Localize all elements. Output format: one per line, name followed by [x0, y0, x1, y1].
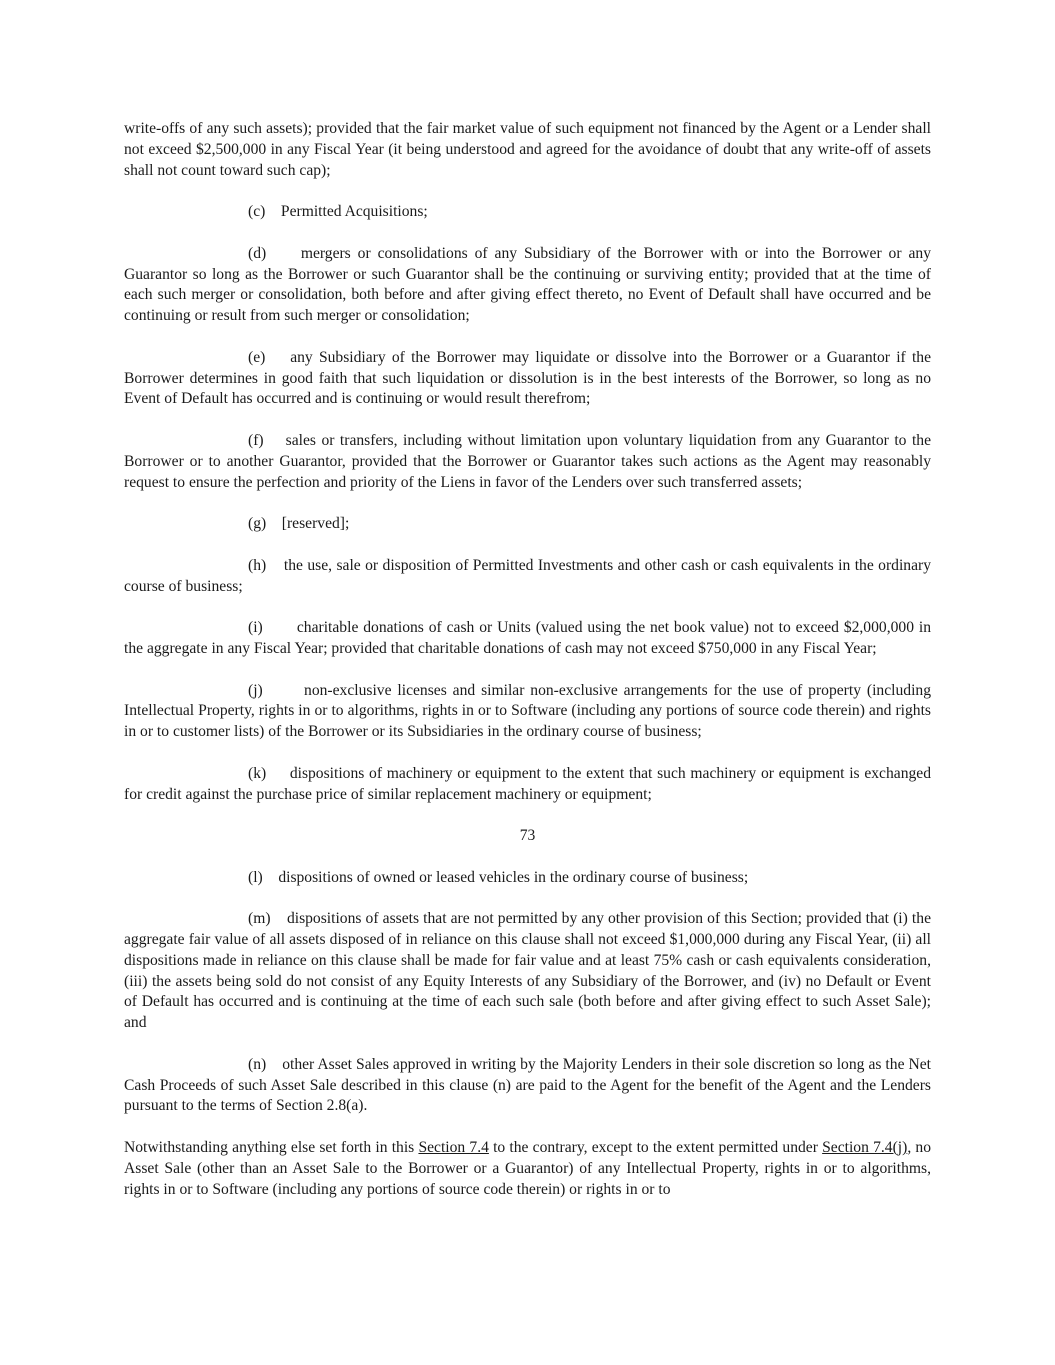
clause-k	[124, 764, 931, 806]
clause-text: non-exclusive licenses and similar non-exclusive arrangements for the use of property (including Intellectual Property, rights in or to algorithms, rights in or to Software (including any portions of source code therein) and rights in or to customer lists) of the Borrower or its Subsidiaries in the ordinary course of business;	[124, 681, 931, 741]
clause-text: dispositions of owned or leased vehicles in the ordinary course of business;	[278, 868, 749, 886]
clause-label: (j)	[248, 681, 263, 699]
clause-h	[124, 556, 931, 598]
clause-text: Permitted Acquisitions;	[280, 203, 428, 221]
page-number: 73	[519, 827, 536, 845]
clause-e	[124, 348, 931, 410]
section-7-4-reference: Section 7.4	[418, 1139, 489, 1157]
clause-text: [reserved];	[281, 515, 350, 533]
clause-j	[124, 681, 931, 743]
clause-text: the use, sale or disposition of Permitted Investments and other cash or cash equivalents in the ordinary course of business;	[124, 556, 931, 595]
clause-label: (c)	[248, 203, 266, 221]
clause-text: dispositions of assets that are not permitted by any other provision of this Section; provided that (i) the aggregate fair value of all assets disposed of in reliance on this clause shall not exceed $1,000,000 during any Fiscal Year, (ii) all dispositions made in reliance on this clause shall be made for fair value and at least 75% cash or cash equivalents consideration, (iii) the assets being sold do not consist of any Equity Interests of any Subsidiary of the Borrower, and (iv) no Default or Event of Default has occurred and is continuing at the time of each such sale (both before and after giving effect to such Asset Sale); and	[124, 910, 931, 1032]
clause-f	[124, 431, 931, 493]
clause-label: (d)	[248, 244, 267, 262]
clause-label: (e)	[248, 348, 266, 366]
clause-label: (g)	[248, 515, 267, 533]
clause-n	[124, 1055, 931, 1117]
clause-text: any Subsidiary of the Borrower may liquidate or dissolve into the Borrower or a Guarantor if the Borrower determines in good faith that such liquidation or dissolution is in the best interests of the Borrower, so long as no Event of Default has occurred and is continuing or would result therefrom;	[124, 348, 932, 408]
document-page	[124, 119, 931, 1200]
clause-d	[124, 244, 931, 327]
clause-c	[124, 202, 931, 223]
closing-paragraph	[124, 1138, 931, 1200]
clause-label: (h)	[248, 556, 267, 574]
clause-label: (l)	[248, 868, 263, 886]
clause-label: (m)	[248, 910, 271, 928]
clause-i	[124, 618, 931, 660]
clause-g	[124, 514, 931, 535]
clause-text: dispositions of machinery or equipment to the extent that such machinery or equipment is exchanged for credit against the purchase price of similar replacement machinery or equipment;	[124, 764, 931, 803]
clause-text: charitable donations of cash or Units (valued using the net book value) not to exceed $2,000,000 in the aggregate in any Fiscal Year; provided that charitable donations of cash may not exceed $750,000 in any Fiscal Year;	[124, 619, 931, 657]
clause-label: (f)	[248, 431, 264, 449]
clause-text: mergers or consolidations of any Subsidiary of the Borrower with or into the Borrower or any Guarantor so long as the Borrower or such Guarantor shall be the continuing or surviving entity; provided that at the time of each such merger or consolidation, both before and after giving effect thereto, no Event of Default shall have occurred and be continuing or result from such merger or consolidation;	[124, 244, 931, 325]
clause-label: (i)	[248, 619, 263, 637]
closing-text-part1: Notwithstanding anything else set forth in this	[124, 1139, 419, 1157]
section-7-4-j-reference: Section 7.4(j)	[822, 1139, 908, 1157]
clause-m	[124, 909, 931, 1034]
clause-text: other Asset Sales approved in writing by the Majority Lenders in their sole discretion so long as the Net Cash Proceeds of such Asset Sale described in this clause (n) are paid to the Agent for the benefit of the Agent and the Lenders pursuant to the terms of Section 2.8(a).	[124, 1055, 932, 1115]
clause-l	[124, 868, 931, 889]
closing-text-part2: to the contrary, except to the extent permitted under	[488, 1139, 823, 1157]
closing-text-part3: , no Asset Sale (other than an Asset Sale to the Borrower or a Guarantor) of any Intellectual Property, rights in or to algorithms, rights in or to Software (including any portions of source code therein) or rights in or to	[124, 1139, 932, 1198]
clause-text: sales or transfers, including without limitation upon voluntary liquidation from any Guarantor to the Borrower or to another Guarantor, provided that the Borrower or Guarantor takes such actions as the Agent may reasonably request to ensure the perfection and priority of the Liens in favor of the Lenders over such transferred assets;	[124, 431, 932, 491]
clause-label: (n)	[248, 1055, 267, 1073]
clause-label: (k)	[248, 764, 267, 782]
continuation-paragraph: write-offs of any such assets); provided that the fair market value of such equipment not financed by the Agent or a Lender shall not exceed $2,500,000 in any Fiscal Year (it being understood and agreed for the avoidance of doubt that any write-off of assets shall not count toward such cap);	[124, 120, 931, 179]
